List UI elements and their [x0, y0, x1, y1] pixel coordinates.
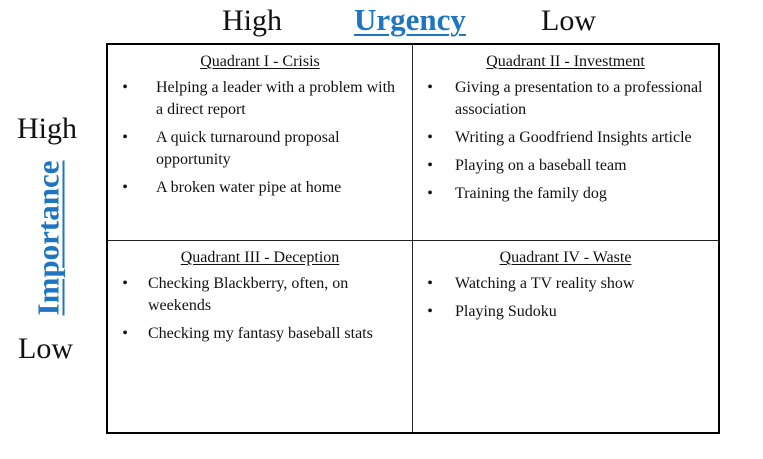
- list-item: [423, 155, 708, 177]
- quadrant-item-list: [118, 273, 402, 345]
- list-item-text: Checking my fantasy baseball stats: [148, 325, 373, 342]
- quadrant-item-list: [423, 273, 708, 323]
- list-item-text: Writing a Goodfriend Insights article: [455, 129, 692, 146]
- bullet-icon: •: [122, 129, 128, 146]
- quadrant-item-list: [118, 77, 402, 199]
- list-item-text: Giving a presentation to a professional association: [455, 79, 703, 118]
- bullet-icon: •: [427, 185, 433, 202]
- list-item-text: Helping a leader with a problem with a direct report: [156, 79, 396, 118]
- quadrant-investment: [413, 45, 718, 241]
- bullet-icon: •: [122, 79, 128, 96]
- urgency-low-label: Low: [541, 4, 596, 37]
- quadrant-waste: [413, 241, 718, 432]
- list-item: [423, 77, 708, 121]
- bullet-icon: •: [427, 129, 433, 146]
- bullet-icon: •: [427, 303, 433, 320]
- list-item: [423, 301, 708, 323]
- list-item: [423, 183, 708, 205]
- list-item-text: Watching a TV reality show: [455, 275, 635, 292]
- urgency-high-label: High: [222, 4, 282, 37]
- priority-matrix: [106, 43, 720, 434]
- list-item-text: Playing Sudoku: [455, 303, 557, 320]
- list-item: [118, 273, 402, 317]
- list-item-text: Checking Blackberry, often, on weekends: [148, 275, 349, 314]
- bullet-icon: •: [122, 275, 128, 292]
- list-item: [423, 273, 708, 295]
- quadrant-title: Quadrant II - Investment: [486, 53, 645, 70]
- bullet-icon: •: [122, 325, 128, 342]
- list-item: [118, 127, 402, 171]
- bullet-icon: •: [427, 275, 433, 292]
- importance-axis-title: Importance: [30, 160, 66, 316]
- list-item-text: A broken water pipe at home: [156, 179, 342, 196]
- list-item-text: Training the family dog: [455, 185, 607, 202]
- bullet-icon: •: [427, 157, 433, 174]
- list-item: [118, 323, 402, 345]
- quadrant-title: Quadrant IV - Waste: [499, 249, 632, 266]
- importance-high-label: High: [17, 112, 77, 145]
- quadrant-title: Quadrant I - Crisis: [200, 53, 320, 70]
- list-item: [118, 177, 402, 199]
- importance-low-label: Low: [18, 332, 73, 365]
- importance-axis: [20, 150, 76, 326]
- list-item: [118, 77, 402, 121]
- urgency-axis-title: Urgency: [354, 2, 466, 37]
- quadrant-title: Quadrant III - Deception: [180, 249, 340, 266]
- quadrant-crisis: [108, 45, 413, 241]
- list-item-text: A quick turnaround proposal opportunity: [156, 129, 340, 168]
- bullet-icon: •: [122, 179, 128, 196]
- quadrant-item-list: [423, 77, 708, 205]
- bullet-icon: •: [427, 79, 433, 96]
- list-item: [423, 127, 708, 149]
- quadrant-deception: [108, 241, 413, 432]
- list-item-text: Playing on a baseball team: [455, 157, 627, 174]
